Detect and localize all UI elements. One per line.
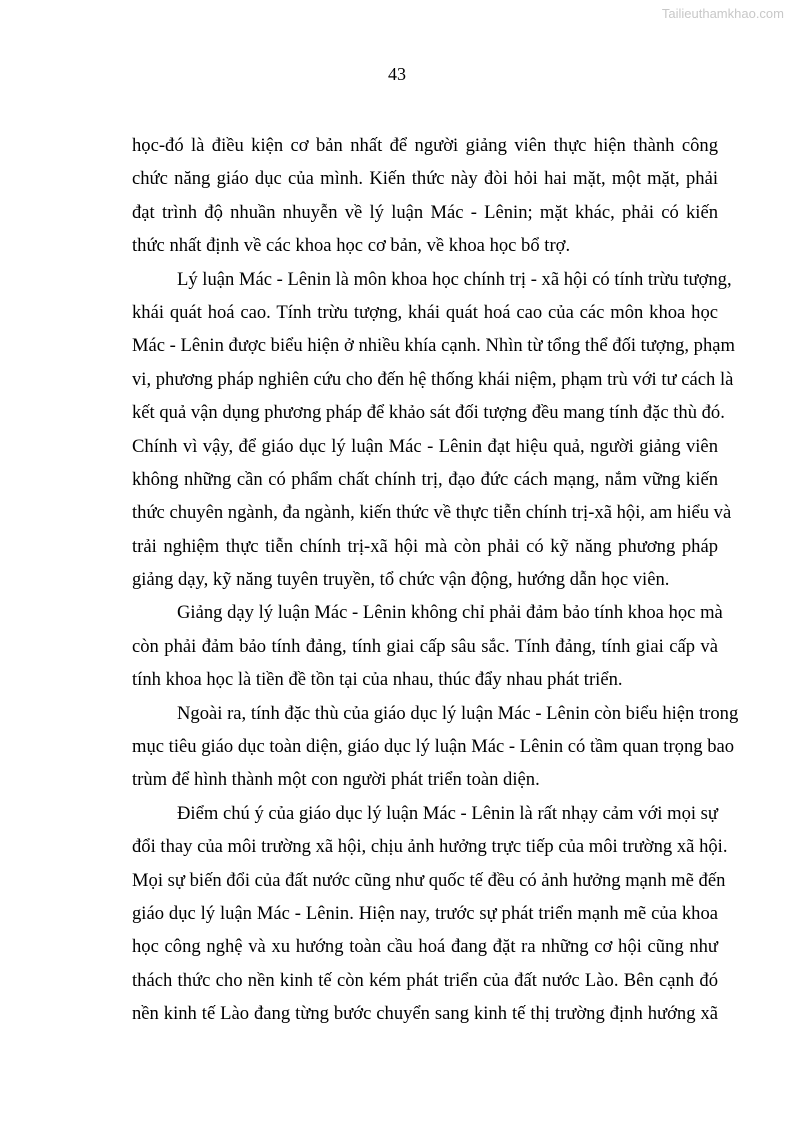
text-line: Ngoài ra, tính đặc thù của giáo dục lý luận Mác - Lênin còn biểu hiện trong (177, 702, 739, 724)
text-line: trải nghiệm thực tiễn chính trị-xã hội mà còn phải có kỹ năng phương pháp (132, 535, 718, 557)
text-line: học-đó là điều kiện cơ bản nhất để người giảng viên thực hiện thành công (132, 135, 718, 156)
text-line: thức chuyên ngành, đa ngành, kiến thức về thực tiễn chính trị-xã hội, am hiểu và (132, 502, 732, 524)
text-line: nền kinh tế Lào đang từng bước chuyển sang kinh tế thị trường định hướng xã (132, 1003, 718, 1025)
text-line: học công nghệ và xu hướng toàn cầu hoá đang đặt ra những cơ hội cũng như (132, 936, 718, 958)
text-line: tính khoa học là tiền đề tồn tại của nhau, thúc đẩy nhau phát triển. (132, 669, 623, 691)
text-line: không những cần có phẩm chất chính trị, đạo đức cách mạng, nắm vững kiến (132, 468, 718, 490)
text-line: vi, phương pháp nghiên cứu cho đến hệ thống khái niệm, phạm trù với tư cách là (132, 368, 734, 390)
text-line: chức năng giáo dục của mình. Kiến thức này đòi hỏi hai mặt, một mặt, phải (132, 168, 718, 190)
text-line: mục tiêu giáo dục toàn diện, giáo dục lý luận Mác - Lênin có tầm quan trọng bao (132, 736, 735, 758)
watermark: Tailieuthamkhao.com (661, 6, 784, 21)
text-line: trùm để hình thành một con người phát triển toàn diện. (132, 769, 540, 791)
text-line: còn phải đảm bảo tính đảng, tính giai cấp sâu sắc. Tính đảng, tính giai cấp và (132, 635, 718, 657)
page-number: 43 (388, 64, 406, 84)
text-line: thức nhất định về các khoa học cơ bản, về khoa học bổ trợ. (132, 235, 571, 257)
document-body (132, 129, 739, 1031)
text-line: Chính vì vậy, để giáo dục lý luận Mác - Lênin đạt hiệu quả, người giảng viên (132, 435, 718, 457)
text-line: Giảng dạy lý luận Mác - Lênin không chỉ phải đảm bảo tính khoa học mà (177, 602, 723, 624)
text-line: Mọi sự biến đổi của đất nước cũng như quốc tế đều có ảnh hưởng mạnh mẽ đến (132, 869, 726, 891)
text-line: Mác - Lênin được biểu hiện ở nhiều khía cạnh. Nhìn từ tổng thể đối tượng, phạm (132, 335, 735, 357)
text-line: thách thức cho nền kinh tế còn kém phát triển của đất nước Lào. Bên cạnh đó (132, 969, 718, 991)
text-line: Lý luận Mác - Lênin là môn khoa học chính trị - xã hội có tính trừu tượng, (177, 268, 732, 290)
text-line: Điểm chú ý của giáo dục lý luận Mác - Lênin là rất nhạy cảm với mọi sự (177, 802, 718, 824)
text-line: kết quả vận dụng phương pháp để khảo sát đối tượng đều mang tính đặc thù đó. (132, 402, 725, 424)
text-line: giáo dục lý luận Mác - Lênin. Hiện nay, trước sự phát triển mạnh mẽ của khoa (132, 902, 718, 924)
text-line: đạt trình độ nhuần nhuyễn về lý luận Mác - Lênin; mặt khác, phải có kiến (132, 201, 718, 223)
text-line: khái quát hoá cao. Tính trừu tượng, khái quát hoá cao của các môn khoa học (132, 301, 718, 323)
text-line: giảng dạy, kỹ năng tuyên truyền, tổ chức vận động, hướng dẫn học viên. (132, 569, 670, 591)
text-line: đổi thay của môi trường xã hội, chịu ảnh hưởng trực tiếp của môi trường xã hội. (132, 836, 728, 858)
